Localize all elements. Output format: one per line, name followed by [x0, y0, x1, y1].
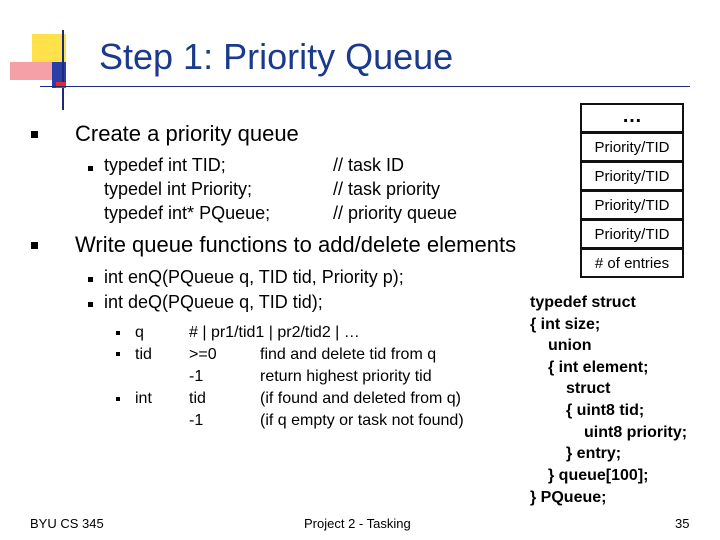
queue-cell-priority-tid: Priority/TID	[580, 190, 684, 220]
struct-line: uint8 priority;	[584, 424, 688, 441]
logo-vertical-line	[62, 30, 64, 110]
detail-value-neg1: -1	[189, 368, 204, 385]
struct-line: union	[548, 337, 592, 354]
sub-bullet-marker	[88, 166, 93, 171]
bullet-create-queue: Create a priority queue	[75, 121, 299, 146]
detail-bullet-marker	[116, 397, 120, 401]
bullet-marker	[31, 131, 38, 138]
detail-value-tid: >=0	[189, 346, 217, 363]
sub-bullet-marker	[88, 302, 93, 307]
detail-label-int: int	[135, 390, 152, 407]
detail-label-tid: tid	[135, 346, 152, 363]
detail-desc-found: (if found and deleted from q)	[260, 390, 462, 407]
sub-bullet-marker	[88, 277, 93, 282]
detail-value-q: # | pr1/tid1 | pr2/tid2 | …	[189, 324, 360, 341]
queue-cell-priority-tid: Priority/TID	[580, 161, 684, 191]
queue-cell-priority-tid: Priority/TID	[580, 219, 684, 249]
detail-bullet-marker	[116, 352, 120, 356]
struct-line: { int size;	[530, 316, 601, 333]
detail-desc-highest: return highest priority tid	[260, 368, 432, 385]
comment-priority: // task priority	[333, 179, 441, 199]
detail-value-int-tid: tid	[189, 390, 206, 407]
struct-line: struct	[566, 380, 611, 397]
struct-line: } queue[100];	[548, 467, 649, 484]
detail-desc-tid: find and delete tid from q	[260, 346, 437, 363]
detail-desc-notfound: (if q empty or task not found)	[260, 412, 464, 429]
queue-cell-ellipsis: …	[580, 103, 684, 133]
logo-red-square	[10, 62, 56, 80]
comment-tid: // task ID	[333, 155, 405, 175]
bullet-write-functions: Write queue functions to add/delete elements	[75, 232, 517, 257]
bullet-marker	[31, 242, 38, 249]
footer-project: Project 2 - Tasking	[304, 516, 411, 531]
typedef-priority: typedel int Priority;	[104, 179, 253, 199]
queue-cell-entry-count: # of entries	[580, 248, 684, 278]
struct-line: typedef struct	[530, 294, 636, 311]
struct-line: { uint8 tid;	[566, 402, 645, 419]
slide-title: Step 1: Priority Queue	[99, 36, 454, 77]
struct-line: { int element;	[548, 359, 649, 376]
title-underline	[40, 86, 690, 87]
comment-pqueue: // priority queue	[333, 203, 458, 223]
queue-cell-priority-tid: Priority/TID	[580, 132, 684, 162]
footer-course: BYU CS 345	[30, 516, 104, 531]
typedef-pqueue: typedef int* PQueue;	[104, 203, 271, 223]
detail-value-int-neg1: -1	[189, 412, 204, 429]
logo-red-mark	[56, 82, 66, 88]
function-enq: int enQ(PQueue q, TID tid, Priority p);	[104, 267, 404, 287]
detail-bullet-marker	[116, 331, 120, 335]
footer-page-number: 35	[675, 516, 690, 531]
typedef-tid: typedef int TID;	[104, 155, 226, 175]
struct-line: } PQueue;	[530, 489, 607, 506]
struct-line: } entry;	[566, 445, 622, 462]
detail-label-q: q	[135, 324, 144, 341]
function-deq: int deQ(PQueue q, TID tid);	[104, 292, 323, 312]
